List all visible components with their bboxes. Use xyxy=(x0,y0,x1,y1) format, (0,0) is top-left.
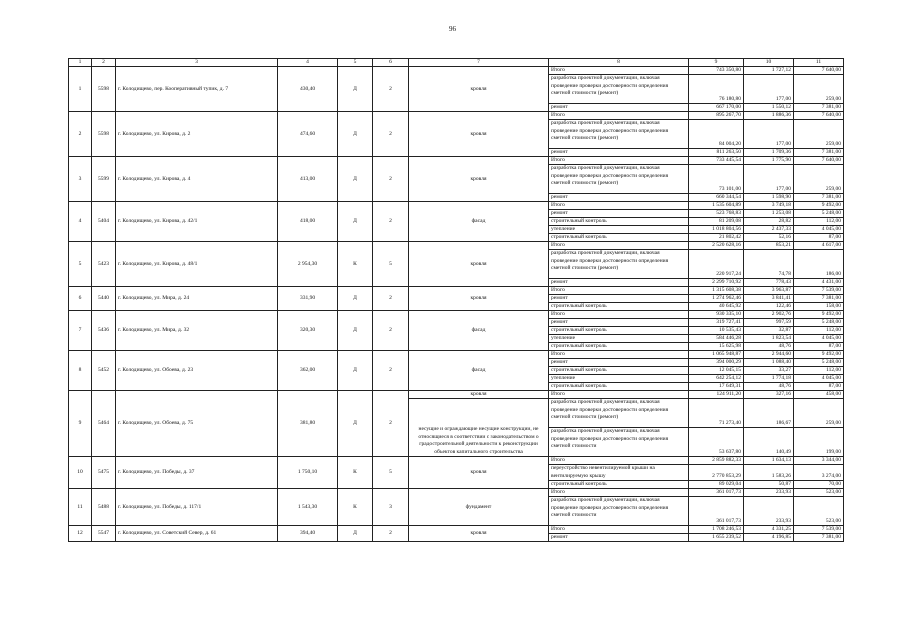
item-v1: 1 315 608,38 xyxy=(689,287,744,295)
column-number: 11 xyxy=(794,59,844,67)
item-v2: 997,59 xyxy=(744,319,794,327)
item-name: ремонт xyxy=(549,104,689,112)
column-number: 5 xyxy=(338,59,373,67)
item-v2: 122,46 xyxy=(744,303,794,311)
item-v3: 5 248,00 xyxy=(794,359,844,367)
item-name: ремонт xyxy=(549,194,689,202)
item-v1: 1 655 239,52 xyxy=(689,534,744,542)
column-number: 6 xyxy=(373,59,409,67)
work-type: кровля xyxy=(409,67,549,112)
item-v3: 199,00 xyxy=(794,428,844,457)
item-v1: 84 004,20 xyxy=(689,120,744,149)
item-v2: 2 437,33 xyxy=(744,226,794,234)
item-v1: 2 520 628,16 xyxy=(689,242,744,250)
table-row xyxy=(69,112,844,120)
building-type: Д xyxy=(338,157,373,202)
address: г. Колодищево, ул. Мира, д. 32 xyxy=(116,311,278,351)
item-v3: 523,00 xyxy=(794,489,844,497)
item-name: Итого xyxy=(549,112,689,120)
item-name: ремонт xyxy=(549,210,689,218)
item-v3: 7 381,00 xyxy=(794,194,844,202)
item-v3: 9 492,00 xyxy=(794,311,844,319)
building-type: К xyxy=(338,489,373,526)
item-v1: 642 254,12 xyxy=(689,375,744,383)
item-name: строительный контроль xyxy=(549,303,689,311)
item-v1: 53 637,80 xyxy=(689,428,744,457)
building-id: 5464 xyxy=(92,391,116,457)
item-v2: 1 634,13 xyxy=(744,457,794,465)
building-id: 5598 xyxy=(92,112,116,157)
item-v3: 4 045,00 xyxy=(794,375,844,383)
item-v1: 2 299 710,92 xyxy=(689,279,744,287)
item-v3: 3 274,00 xyxy=(794,465,844,481)
address: г. Колодищево, ул. Кирова, д. 42/1 xyxy=(116,202,278,242)
item-v3: 4 045,00 xyxy=(794,335,844,343)
item-v1: 40 645,92 xyxy=(689,303,744,311)
item-name: разработка проектной документации, включая проведение проверки достоверности определения сметной стоимости (ремонт) xyxy=(549,250,689,279)
item-v1: 1 708 246,53 xyxy=(689,526,744,534)
item-name: Итого xyxy=(549,242,689,250)
item-v1: 930 335,10 xyxy=(689,311,744,319)
item-v1: 81 209,08 xyxy=(689,218,744,226)
table-row xyxy=(69,67,844,75)
address: г. Колодищево, ул. Советский Север, д. 61 xyxy=(116,526,278,542)
item-v1: 71 273,40 xyxy=(689,399,744,428)
floors: 2 xyxy=(373,202,409,242)
floors: 2 xyxy=(373,287,409,311)
item-v1: 895 267,70 xyxy=(689,112,744,120)
item-v2: 3 841,41 xyxy=(744,295,794,303)
header-row xyxy=(69,59,844,67)
building-type: Д xyxy=(338,526,373,542)
item-v3: 7 640,00 xyxy=(794,67,844,75)
item-name: строительный контроль xyxy=(549,343,689,351)
area: 320,30 xyxy=(278,311,338,351)
address: г. Колодищево, ул. Победы, д. 37 xyxy=(116,457,278,489)
item-v1: 743 350,80 xyxy=(689,67,744,75)
item-v3: 7 640,00 xyxy=(794,157,844,165)
item-v1: 1 018 804,56 xyxy=(689,226,744,234)
item-v1: 12 045,15 xyxy=(689,367,744,375)
table-row xyxy=(69,526,844,534)
item-v3: 7 381,00 xyxy=(794,534,844,542)
item-name: Итого xyxy=(549,457,689,465)
building-type: Д xyxy=(338,287,373,311)
row-number: 2 xyxy=(69,112,92,157)
item-v1: 361 017,73 xyxy=(689,489,744,497)
column-number: 4 xyxy=(278,59,338,67)
work-type: кровля xyxy=(409,112,549,157)
item-name: разработка проектной документации, включая проведение проверки достоверности определения сметной стоимости (ремонт) xyxy=(549,120,689,149)
item-v2: 1 583,26 xyxy=(744,465,794,481)
item-v3: 112,00 xyxy=(794,367,844,375)
item-v1: 1 535 604,89 xyxy=(689,202,744,210)
item-name: Итого xyxy=(549,526,689,534)
work-type: фундамент xyxy=(409,489,549,526)
area: 1 750,10 xyxy=(278,457,338,489)
area: 430,40 xyxy=(278,67,338,112)
item-v3: 87,00 xyxy=(794,343,844,351)
building-type: Д xyxy=(338,67,373,112)
item-v3: 523,00 xyxy=(794,497,844,526)
item-name: разработка проектной документации, включая проведение проверки достоверности определения сметной стоимости xyxy=(549,428,689,457)
floors: 2 xyxy=(373,311,409,351)
building-id: 5488 xyxy=(92,489,116,526)
building-type: Д xyxy=(338,351,373,391)
area: 394,40 xyxy=(278,526,338,542)
row-number: 7 xyxy=(69,311,92,351)
item-v3: 4 431,00 xyxy=(794,279,844,287)
item-v2: 853,21 xyxy=(744,242,794,250)
building-type: К xyxy=(338,242,373,287)
row-number: 10 xyxy=(69,457,92,489)
item-v1: 2 770 853,29 xyxy=(689,465,744,481)
row-number: 8 xyxy=(69,351,92,391)
item-v3: 9 492,00 xyxy=(794,202,844,210)
column-number: 8 xyxy=(549,59,689,67)
item-v2: 177,00 xyxy=(744,75,794,104)
column-number: 9 xyxy=(689,59,744,67)
item-name: переустройство невентилируемой крыши на вентилируемую крышу xyxy=(549,465,689,481)
item-name: разработка проектной документации, включая проведение проверки достоверности определения сметной стоимости (ремонт) xyxy=(549,75,689,104)
repair-program-table xyxy=(68,58,844,542)
row-number: 6 xyxy=(69,287,92,311)
item-v3: 4 045,00 xyxy=(794,226,844,234)
item-v2: 1 550,12 xyxy=(744,104,794,112)
item-v2: 327,16 xyxy=(744,391,794,399)
item-v2: 1 253,08 xyxy=(744,210,794,218)
item-v2: 1 823,54 xyxy=(744,335,794,343)
item-name: разработка проектной документации, включая проведение проверки достоверности определения сметной стоимости (ремонт) xyxy=(549,165,689,194)
work-type: фасад xyxy=(409,351,549,391)
table-row xyxy=(69,202,844,210)
item-name: ремонт xyxy=(549,295,689,303)
item-name: строительный контроль xyxy=(549,383,689,391)
address: г. Колодищево, ул. Обоева, д. 75 xyxy=(116,391,278,457)
work-type: фасад xyxy=(409,202,549,242)
floors: 2 xyxy=(373,526,409,542)
item-v3: 9 492,00 xyxy=(794,351,844,359)
table-row xyxy=(69,157,844,165)
item-name: утепление xyxy=(549,335,689,343)
item-name: Итого xyxy=(549,67,689,75)
item-v2: 1 727,12 xyxy=(744,67,794,75)
building-id: 5404 xyxy=(92,202,116,242)
item-v2: 4 196,85 xyxy=(744,534,794,542)
table-row xyxy=(69,311,844,319)
area: 2 954,30 xyxy=(278,242,338,287)
area: 331,90 xyxy=(278,287,338,311)
item-v2: 4 331,25 xyxy=(744,526,794,534)
building-id: 5423 xyxy=(92,242,116,287)
item-v3: 112,00 xyxy=(794,327,844,335)
item-v2: 50,87 xyxy=(744,481,794,489)
work-type: кровля xyxy=(409,457,549,489)
work-type: кровля xyxy=(409,526,549,542)
column-number: 2 xyxy=(92,59,116,67)
item-v3: 7 640,00 xyxy=(794,112,844,120)
item-v2: 32,87 xyxy=(744,327,794,335)
item-v3: 7 539,00 xyxy=(794,526,844,534)
item-name: ремонт xyxy=(549,279,689,287)
item-name: Итого xyxy=(549,391,689,399)
area: 362,00 xyxy=(278,351,338,391)
item-v3: 7 539,00 xyxy=(794,287,844,295)
item-v3: 7 381,00 xyxy=(794,295,844,303)
item-v1: 220 917,24 xyxy=(689,250,744,279)
item-v3: 186,00 xyxy=(794,250,844,279)
item-v1: 17 649,31 xyxy=(689,383,744,391)
item-v2: 3 963,87 xyxy=(744,287,794,295)
item-v1: 394 000,29 xyxy=(689,359,744,367)
work-type: кровля xyxy=(409,391,549,399)
item-v2: 28,82 xyxy=(744,218,794,226)
floors: 2 xyxy=(373,67,409,112)
building-type: Д xyxy=(338,391,373,457)
row-number: 1 xyxy=(69,67,92,112)
building-id: 5598 xyxy=(92,67,116,112)
item-v2: 140,49 xyxy=(744,428,794,457)
item-v1: 1 065 948,87 xyxy=(689,351,744,359)
address: г. Колодищево, ул. Кирова, д. 48/1 xyxy=(116,242,278,287)
item-v2: 1 774,18 xyxy=(744,375,794,383)
item-v2: 74,78 xyxy=(744,250,794,279)
item-v3: 112,00 xyxy=(794,218,844,226)
item-v3: 87,00 xyxy=(794,234,844,242)
item-name: ремонт xyxy=(549,149,689,157)
table-row xyxy=(69,242,844,250)
item-v3: 259,00 xyxy=(794,165,844,194)
area: 381,80 xyxy=(278,391,338,457)
item-v2: 1 886,36 xyxy=(744,112,794,120)
table-row xyxy=(69,351,844,359)
item-name: строительный контроль xyxy=(549,367,689,375)
item-name: утепление xyxy=(549,375,689,383)
table-row xyxy=(69,287,844,295)
item-v1: 21 802,42 xyxy=(689,234,744,242)
floors: 2 xyxy=(373,351,409,391)
item-name: Итого xyxy=(549,351,689,359)
area: 413,00 xyxy=(278,157,338,202)
floors: 3 xyxy=(373,489,409,526)
item-v2: 48,76 xyxy=(744,383,794,391)
address: г. Колодищево, ул. Победы, д. 117/1 xyxy=(116,489,278,526)
item-v2: 1 709,36 xyxy=(744,149,794,157)
item-v1: 523 768,83 xyxy=(689,210,744,218)
item-name: ремонт xyxy=(549,534,689,542)
row-number: 11 xyxy=(69,489,92,526)
item-v1: 361 017,73 xyxy=(689,497,744,526)
item-v2: 48,76 xyxy=(744,343,794,351)
page-number: 96 xyxy=(449,25,456,33)
row-number: 3 xyxy=(69,157,92,202)
item-v2: 186,67 xyxy=(744,399,794,428)
item-name: утепление xyxy=(549,226,689,234)
item-v3: 259,00 xyxy=(794,120,844,149)
item-v2: 1 598,90 xyxy=(744,194,794,202)
work-type-detail: несущие и ограждающие несущие конструкции, не относящиеся в соответствии с законодательством о градостроительной деятельности к реконструкции объектов капитального строительства xyxy=(409,399,549,457)
column-number: 10 xyxy=(744,59,794,67)
item-v2: 33,27 xyxy=(744,367,794,375)
item-v1: 811 263,50 xyxy=(689,149,744,157)
work-type: кровля xyxy=(409,242,549,287)
item-v3: 5 248,00 xyxy=(794,210,844,218)
item-v2: 3 749,18 xyxy=(744,202,794,210)
building-id: 5475 xyxy=(92,457,116,489)
item-v3: 7 381,00 xyxy=(794,104,844,112)
item-v1: 89 029,04 xyxy=(689,481,744,489)
item-v2: 233,93 xyxy=(744,497,794,526)
item-v2: 2 944,60 xyxy=(744,351,794,359)
item-v3: 458,00 xyxy=(794,391,844,399)
address: г. Колодищево, ул. Обоева, д. 23 xyxy=(116,351,278,391)
building-id: 5547 xyxy=(92,526,116,542)
row-number: 12 xyxy=(69,526,92,542)
item-name: Итого xyxy=(549,157,689,165)
item-v1: 667 170,00 xyxy=(689,104,744,112)
item-v2: 233,93 xyxy=(744,489,794,497)
building-id: 5440 xyxy=(92,287,116,311)
address: г. Колодищево, ул. Кирова, д. 2 xyxy=(116,112,278,157)
item-v3: 5 248,00 xyxy=(794,319,844,327)
item-v1: 584 446,28 xyxy=(689,335,744,343)
work-type: кровля xyxy=(409,157,549,202)
item-v3: 87,00 xyxy=(794,383,844,391)
item-v1: 319 727,41 xyxy=(689,319,744,327)
item-name: Итого xyxy=(549,202,689,210)
address: г. Колодищево, ул. Кирова, д. 4 xyxy=(116,157,278,202)
item-name: строительный контроль xyxy=(549,327,689,335)
column-number: 3 xyxy=(116,59,278,67)
item-name: Итого xyxy=(549,489,689,497)
item-v2: 1 775,90 xyxy=(744,157,794,165)
floors: 2 xyxy=(373,391,409,457)
floors: 5 xyxy=(373,457,409,489)
item-v1: 660 344,54 xyxy=(689,194,744,202)
building-type: Д xyxy=(338,112,373,157)
item-v3: 3 344,00 xyxy=(794,457,844,465)
item-v3: 4 617,00 xyxy=(794,242,844,250)
item-v3: 259,00 xyxy=(794,399,844,428)
building-type: Д xyxy=(338,202,373,242)
item-name: строительный контроль xyxy=(549,481,689,489)
address: г. Колодищево, пер. Кооперативный тупик, д. 7 xyxy=(116,67,278,112)
item-name: Итого xyxy=(549,287,689,295)
area: 1 543,30 xyxy=(278,489,338,526)
item-name: разработка проектной документации, включая проведение проверки достоверности определения сметной стоимости xyxy=(549,497,689,526)
item-v1: 76 180,80 xyxy=(689,75,744,104)
item-v3: 70,00 xyxy=(794,481,844,489)
item-v1: 1 274 962,46 xyxy=(689,295,744,303)
building-id: 5599 xyxy=(92,157,116,202)
floors: 2 xyxy=(373,157,409,202)
item-v2: 177,00 xyxy=(744,165,794,194)
column-number: 7 xyxy=(409,59,549,67)
row-number: 9 xyxy=(69,391,92,457)
item-v1: 15 625,98 xyxy=(689,343,744,351)
floors: 2 xyxy=(373,112,409,157)
work-type: фасад xyxy=(409,311,549,351)
address: г. Колодищево, ул. Мира, д. 24 xyxy=(116,287,278,311)
building-type: Д xyxy=(338,311,373,351)
column-number: 1 xyxy=(69,59,92,67)
item-v2: 778,43 xyxy=(744,279,794,287)
item-v3: 259,00 xyxy=(794,75,844,104)
floors: 5 xyxy=(373,242,409,287)
area: 474,60 xyxy=(278,112,338,157)
item-name: ремонт xyxy=(549,359,689,367)
item-v1: 733 445,54 xyxy=(689,157,744,165)
building-type: К xyxy=(338,457,373,489)
item-v2: 177,00 xyxy=(744,120,794,149)
building-id: 5452 xyxy=(92,351,116,391)
item-name: ремонт xyxy=(549,319,689,327)
item-v1: 10 535,43 xyxy=(689,327,744,335)
building-id: 5436 xyxy=(92,311,116,351)
item-v1: 124 911,20 xyxy=(689,391,744,399)
row-number: 5 xyxy=(69,242,92,287)
item-v3: 7 381,00 xyxy=(794,149,844,157)
item-name: строительный контроль xyxy=(549,218,689,226)
table-row xyxy=(69,391,844,399)
item-name: Итого xyxy=(549,311,689,319)
item-v1: 2 859 882,33 xyxy=(689,457,744,465)
item-v3: 158,00 xyxy=(794,303,844,311)
item-v2: 1 088,40 xyxy=(744,359,794,367)
item-v1: 73 101,00 xyxy=(689,165,744,194)
table-row xyxy=(69,457,844,465)
item-v2: 2 902,76 xyxy=(744,311,794,319)
work-type: кровля xyxy=(409,287,549,311)
item-v2: 52,16 xyxy=(744,234,794,242)
row-number: 4 xyxy=(69,202,92,242)
area: 418,00 xyxy=(278,202,338,242)
item-name: разработка проектной документации, включая проведение проверки достоверности определения сметной стоимости (ремонт) xyxy=(549,399,689,428)
table-row xyxy=(69,489,844,497)
item-name: строительный контроль xyxy=(549,234,689,242)
